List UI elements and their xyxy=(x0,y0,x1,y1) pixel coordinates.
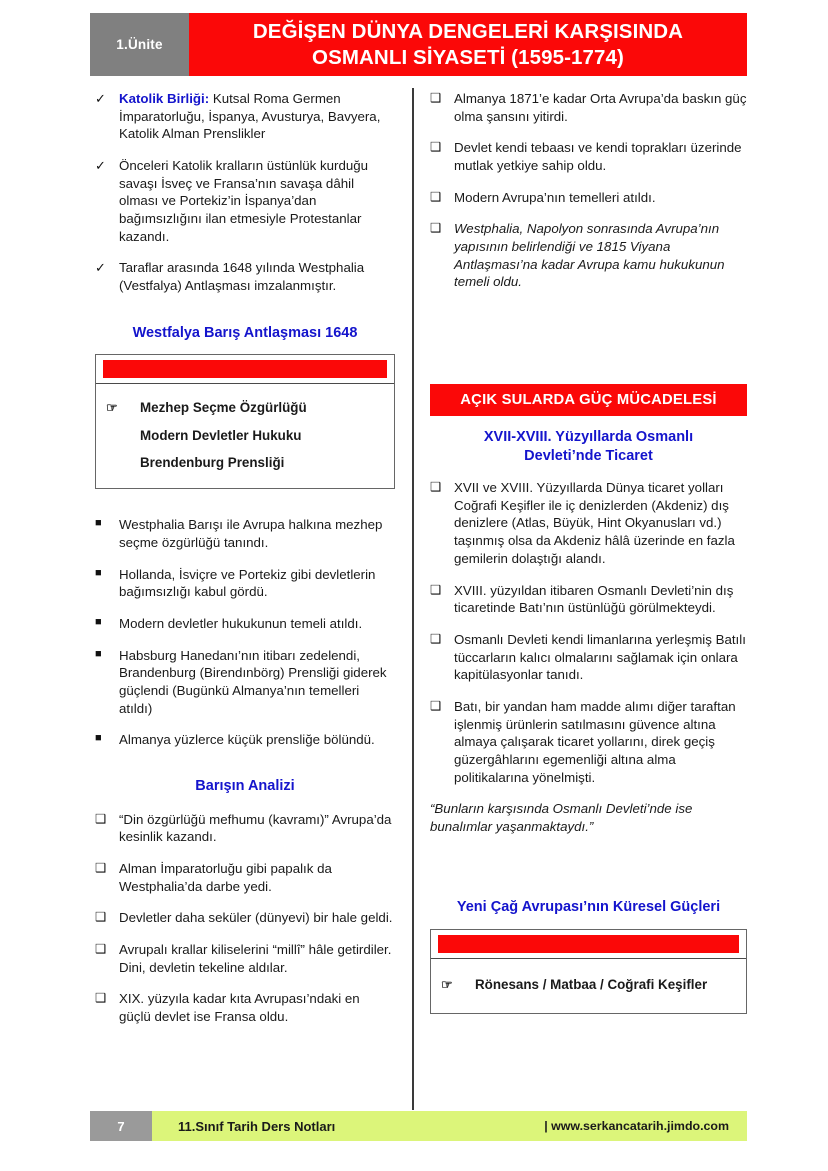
list-item xyxy=(430,139,747,174)
list-item xyxy=(430,189,747,207)
hollow-square-icon: ❑ xyxy=(430,698,442,713)
trade-list xyxy=(430,479,747,786)
list-item xyxy=(95,566,395,601)
list-item xyxy=(95,647,395,718)
list-item-text: Avrupalı krallar kiliselerini “millî” hâle getirdiler. Dini, devletin tekeline aldılar. xyxy=(119,941,392,975)
list-item-text: XVII ve XVIII. Yüzyıllarda Dünya ticaret yolları Coğrafi Keşifler ile iç denizlerden (Akdeniz) dış denizlere (Atlas, Büyük, Hint Okyanusları vd.) taşınmış olsa da Akdeniz hâlâ üzerinde en fazla gemilerin dolaştığı alandı. xyxy=(454,480,735,566)
box-item-label: Brendenburg Prensliği xyxy=(140,455,285,471)
list-item-text: Almanya yüzlerce küçük prensliğe bölündü. xyxy=(119,732,375,748)
box-item-label: Modern Devletler Hukuku xyxy=(140,428,302,444)
list-item xyxy=(96,394,394,422)
list-item-text: Taraflar arasında 1648 yılında Westphalia (Vestfalya) Antlaşması imzalanmıştır. xyxy=(119,260,365,294)
page-footer xyxy=(90,1111,747,1141)
footer-url: | www.serkancatarih.jimdo.com xyxy=(544,1119,729,1133)
solid-square-icon: ■ xyxy=(95,732,102,745)
list-item-text: XIX. yüzyıla kadar kıta Avrupası’ndaki en güçlü devlet ise Fransa oldu. xyxy=(119,991,360,1024)
pointing-hand-icon: ☞ xyxy=(106,400,118,416)
trade-heading xyxy=(430,428,747,465)
hollow-square-icon: ❑ xyxy=(430,189,442,204)
list-item xyxy=(95,90,395,143)
list-item-text: Modern devletler hukukunun temeli atıldı. xyxy=(119,615,363,631)
analysis-heading: Barışın Analizi xyxy=(195,777,295,794)
list-item xyxy=(430,220,747,291)
global-powers-box-strip-wrap xyxy=(431,930,746,959)
footer-title: 11.Sınıf Tarih Ders Notları xyxy=(178,1118,336,1134)
box-item-label: Mezhep Seçme Özgürlüğü xyxy=(140,400,307,416)
solid-square-icon: ■ xyxy=(95,647,102,660)
list-item xyxy=(95,516,395,551)
list-item-text: Hollanda, İsviçre ve Portekiz gibi devletlerin bağımsızlığı kabul gördü. xyxy=(119,566,376,600)
hollow-square-icon: ❑ xyxy=(95,860,107,875)
list-item-text: Westphalia Barışı ile Avrupa halkına mezhep seçme özgürlüğü tanındı. xyxy=(119,517,383,550)
list-item xyxy=(95,731,395,749)
section-banner: AÇIK SULARDA GÜÇ MÜCADELESİ xyxy=(430,384,747,416)
red-strip xyxy=(438,935,739,953)
list-item-text: Devlet kendi tebaası ve kendi toprakları üzerinde mutlak yetkiye sahip oldu. xyxy=(454,140,742,174)
list-item xyxy=(95,615,395,633)
right-column xyxy=(430,90,747,1014)
list-item-text: Modern Avrupa’nın temelleri atıldı. xyxy=(454,189,656,205)
list-item xyxy=(430,698,747,786)
page-title-line-2: OSMANLI SİYASETİ (1595-1774) xyxy=(312,45,624,69)
list-item xyxy=(430,479,747,567)
list-item xyxy=(95,259,395,294)
hollow-square-icon: ❑ xyxy=(430,582,442,597)
list-item-text: Önceleri Katolik kralların üstünlük kurduğu savaşı İsveç ve Fransa’nın savaşa dâhil olması ve Portekiz’in İspanya’dan bağımsızlığını ilan etmesiyle Protestanlar kazandı. xyxy=(119,158,369,244)
hollow-square-icon: ❑ xyxy=(430,140,442,155)
list-item-text: Almanya 1871’e kadar Orta Avrupa’da baskın güç olma şansını yitirdi. xyxy=(454,91,747,124)
check-icon: ✓ xyxy=(95,91,106,106)
list-item xyxy=(95,157,395,245)
page-header xyxy=(90,13,747,76)
hollow-square-icon: ❑ xyxy=(430,221,442,236)
list-item xyxy=(430,631,747,684)
list-item-text: Westphalia, Napolyon sonrasında Avrupa’nın yapısının belirlendiği ve 1815 Viyana Antlaşması’na kadar Avrupa kamu hukukunun temeli oldu. xyxy=(454,221,725,290)
results-list xyxy=(95,516,395,749)
pointing-hand-icon: ☞ xyxy=(441,977,453,993)
page-title xyxy=(189,13,747,76)
list-item-text: Devletler daha seküler (dünyevi) bir hale geldi. xyxy=(119,910,393,926)
list-item-text: Habsburg Hanedanı’nın itibarı zedelendi, Brandenburg (Birendınbörg) Prensliği giderek güçlendi (Bugünkü Almanya’nın temelleri atıldı) xyxy=(119,647,387,716)
footer-bar xyxy=(152,1111,747,1141)
unit-badge xyxy=(90,13,189,76)
trade-heading-line-2: Devleti’nde Ticaret xyxy=(524,447,653,464)
box-item-label: Rönesans / Matbaa / Coğrafi Keşifler xyxy=(475,977,708,993)
solid-square-icon: ■ xyxy=(95,566,102,579)
westfalya-box-body xyxy=(96,384,394,488)
list-item xyxy=(95,909,395,927)
list-item-lead: Katolik Birliği: xyxy=(119,91,210,106)
westfalya-heading: Westfalya Barış Antlaşması 1648 xyxy=(132,324,358,341)
trade-heading-line-1: XVII-XVIII. Yüzyıllarda Osmanlı xyxy=(483,429,694,446)
page-number-badge xyxy=(90,1111,152,1141)
list-item xyxy=(95,990,395,1025)
hollow-square-icon: ❑ xyxy=(430,480,442,495)
unit-badge-label: 1.Ünite xyxy=(116,37,163,52)
list-item xyxy=(96,422,394,449)
list-item-text: Alman İmparatorluğu gibi papalık da Westphalia’da darbe yedi. xyxy=(119,860,332,894)
list-item xyxy=(96,449,394,476)
right-top-list xyxy=(430,90,747,291)
trade-quote: “Bunların karşısında Osmanlı Devleti’nde ise bunalımlar yaşanmaktaydı.” xyxy=(430,801,693,834)
red-strip xyxy=(103,360,387,378)
westfalya-box-strip-wrap xyxy=(96,355,394,384)
list-item xyxy=(95,811,395,846)
list-item xyxy=(430,90,747,125)
analysis-list xyxy=(95,811,395,1026)
hollow-square-icon: ❑ xyxy=(95,811,107,826)
hollow-square-icon: ❑ xyxy=(430,91,442,105)
page-number: 7 xyxy=(117,1118,125,1134)
hollow-square-icon: ❑ xyxy=(95,991,107,1006)
check-icon: ✓ xyxy=(95,260,106,276)
left-column xyxy=(95,90,395,1040)
list-item-text xyxy=(119,90,395,143)
list-item-text: Osmanlı Devleti kendi limanlarına yerleşmiş Batılı tüccarların kalıcı olmalarını sağlamak için onlara kapitülasyonlar tanıdı. xyxy=(454,631,746,683)
check-icon: ✓ xyxy=(95,158,106,174)
global-powers-box-body xyxy=(431,959,746,1013)
westfalya-box xyxy=(95,354,395,489)
solid-square-icon: ■ xyxy=(95,615,102,628)
list-item-text: Batı, bir yandan ham madde alımı diğer taraftan işlenmiş ürünlerin satılmasını güvence altına almaya çalışarak ticaret yollarını, direk geçiş güzergâhlarını egemenliği altına alma politikalarına yönelmişti. xyxy=(454,698,736,785)
column-divider xyxy=(412,88,414,1110)
solid-square-icon: ■ xyxy=(95,517,102,530)
list-item xyxy=(430,582,747,617)
list-item-text: XVIII. yüzyıldan itibaren Osmanlı Devleti’nin dış ticaretinde Batı’nın üstünlüğü görülmekteydi. xyxy=(454,582,734,616)
page-title-line-1: DEĞİŞEN DÜNYA DENGELERİ KARŞISINDA xyxy=(252,19,684,43)
global-powers-heading: Yeni Çağ Avrupası’nın Küresel Güçleri xyxy=(456,898,721,915)
list-item xyxy=(431,971,746,999)
global-powers-box xyxy=(430,929,747,1014)
list-item xyxy=(95,941,395,976)
hollow-square-icon: ❑ xyxy=(95,910,107,925)
intro-list xyxy=(95,90,395,295)
hollow-square-icon: ❑ xyxy=(430,631,442,646)
list-item-text: “Din özgürlüğü mefhumu (kavramı)” Avrupa’da kesinlik kazandı. xyxy=(119,811,392,845)
hollow-square-icon: ❑ xyxy=(95,941,107,956)
list-item xyxy=(95,860,395,895)
list-item-body: Kutsal Roma Germen İmparatorluğu, İspanya, Avusturya, Bavyera, Katolik Alman Prenslikler xyxy=(119,91,381,142)
